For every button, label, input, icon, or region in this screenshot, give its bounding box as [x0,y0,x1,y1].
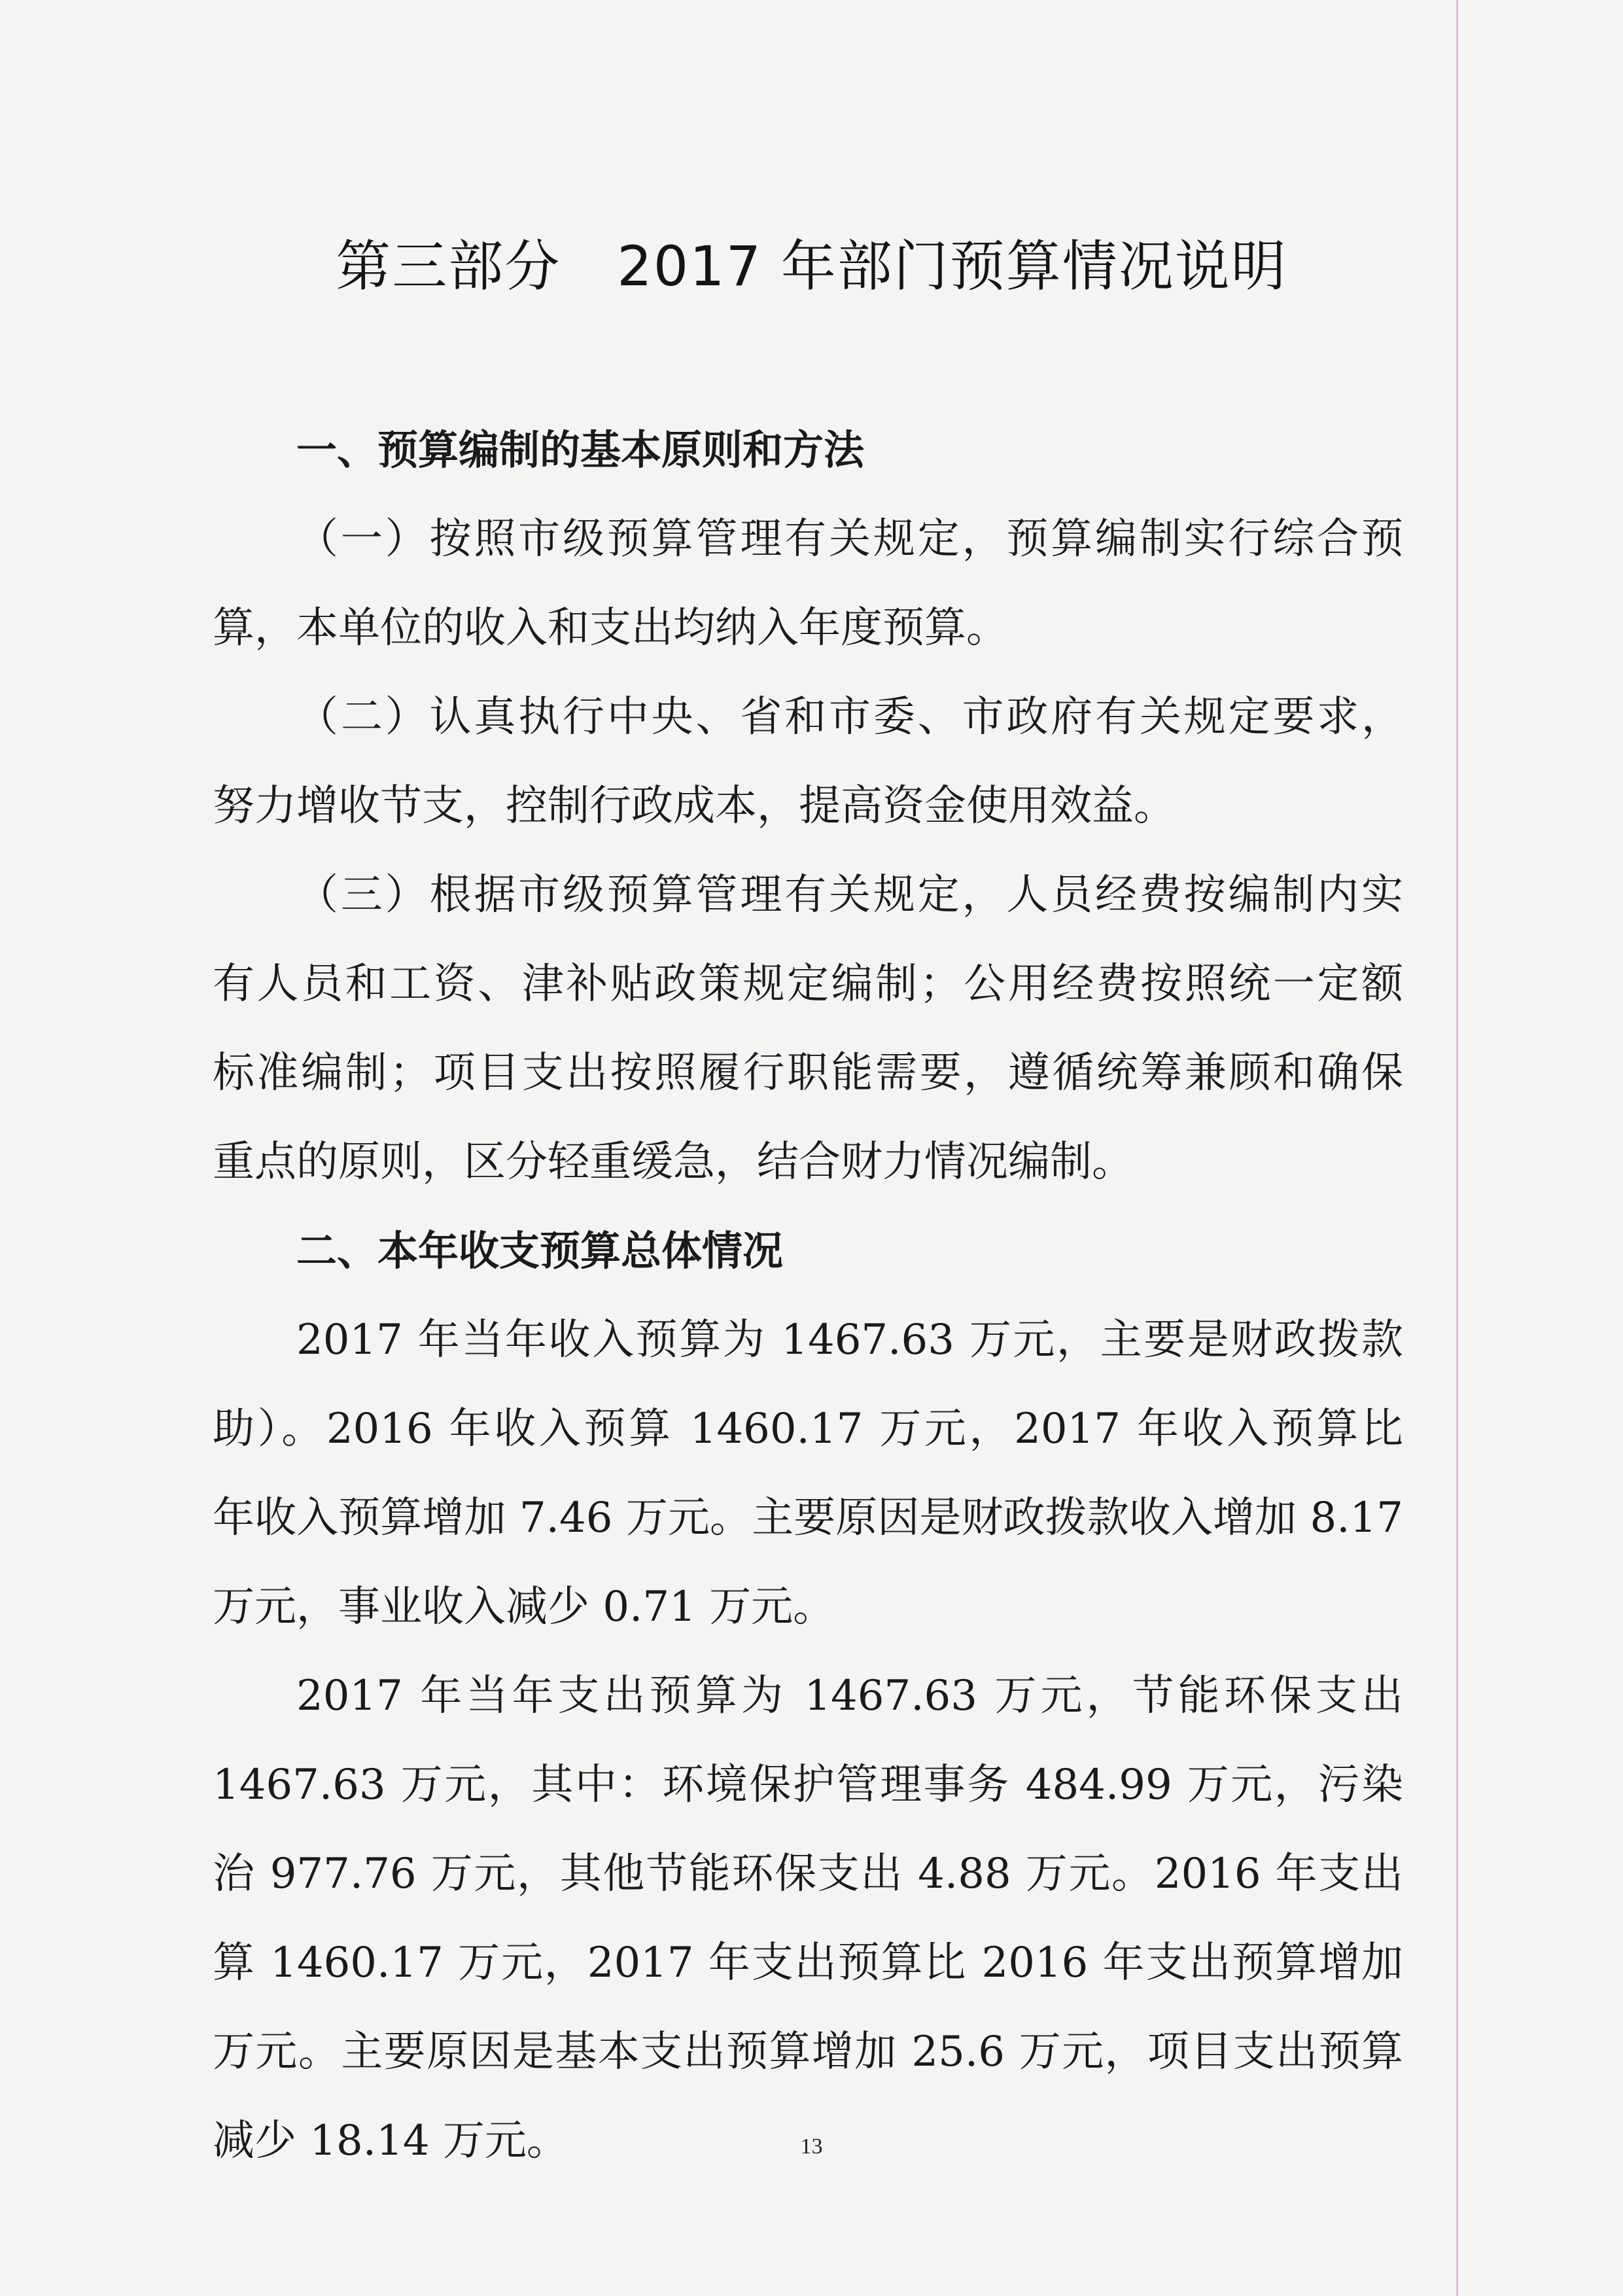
paragraph-line: 万元。主要原因是基本支出预算增加 25.6 万元，项目支出预算 [213,2028,1403,2076]
margin-line [1456,0,1458,2296]
paragraph-line: 2017 年当年支出预算为 1467.63 万元，节能环保支出 [296,1672,1403,1720]
paragraph-line: 减少 18.14 万元。 [213,2117,568,2165]
paragraph-line: 有人员和工资、津补贴政策规定编制；公用经费按照统一定额 [213,960,1403,1008]
paragraph-line: 算，本单位的收入和支出均纳入年度预算。 [213,604,1008,652]
paragraph-line: 标准编制；项目支出按照履行职能需要，遵循统筹兼顾和确保 [213,1049,1403,1097]
paragraph-line: 万元，事业收入减少 0.71 万元。 [213,1583,835,1631]
paragraph-line: （二）认真执行中央、省和市委、市政府有关规定要求， [296,693,1403,741]
paragraph-line: 1467.63 万元，其中：环境保护管理事务 484.99 万元，污染 [213,1761,1403,1809]
paragraph-line: （一）按照市级预算管理有关规定，预算编制实行综合预 [296,515,1403,563]
paragraph-line: 年收入预算增加 7.46 万元。主要原因是财政拨款收入增加 8.17 [213,1494,1403,1542]
page-title: 第三部分 2017 年部门预算情况说明 [336,234,1287,298]
paragraph-line: 治 977.76 万元，其他节能环保支出 4.88 万元。2016 年支出 [213,1850,1403,1898]
paragraph-line: （三）根据市级预算管理有关规定，人员经费按编制内实 [296,871,1403,919]
document-body [213,406,1403,2185]
page-number: 13 [800,2134,823,2159]
paragraph-line: 努力增收节支，控制行政成本，提高资金使用效益。 [213,782,1176,830]
paragraph-line: 重点的原则，区分轻重缓急，结合财力情况编制。 [213,1138,1134,1186]
paragraph-line: 2017 年当年收入预算为 1467.63 万元，主要是财政拨款 [296,1316,1403,1364]
paragraph-line: 算 1460.17 万元，2017 年支出预算比 2016 年支出预算增加 [213,1939,1403,1987]
section-heading-1: 一、预算编制的基本原则和方法 [296,426,865,474]
section-heading-2: 二、本年收支预算总体情况 [296,1227,784,1275]
paragraph-line: 助）。2016 年收入预算 1460.17 万元，2017 年收入预算比 [213,1405,1403,1453]
